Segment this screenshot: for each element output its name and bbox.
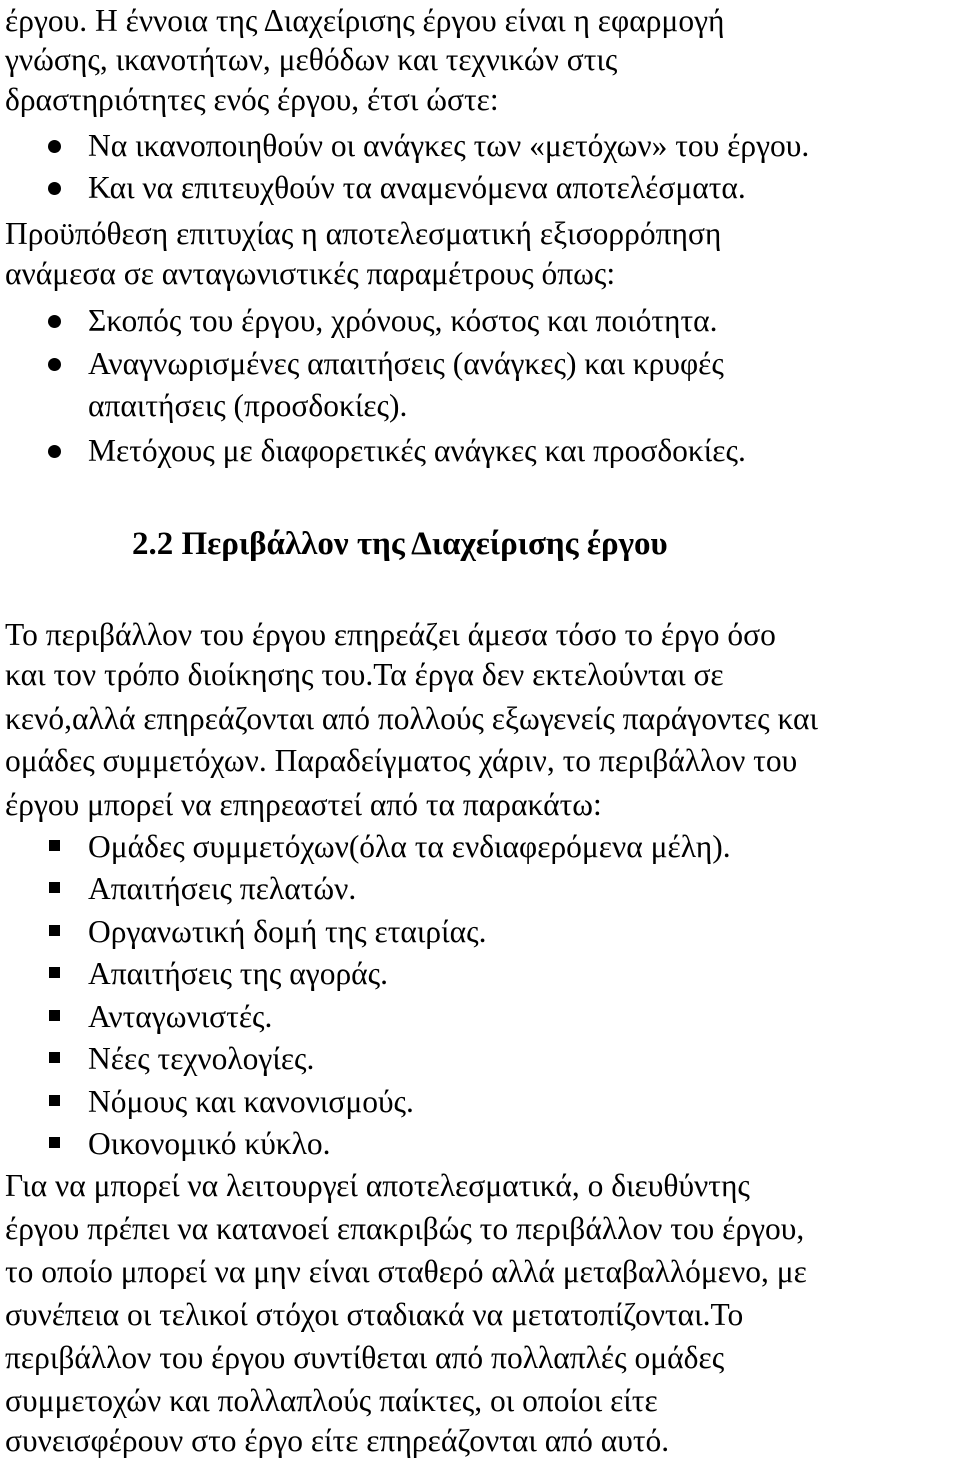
text-line: Προϋπόθεση επιτυχίας η αποτελεσματική εξισορρόπηση bbox=[5, 216, 722, 251]
list-item: Αναγνωρισμένες απαιτήσεις (ανάγκες) και κρυφές bbox=[88, 346, 724, 381]
text-line: και τον τρόπο διοίκησης του.Τα έργα δεν εκτελούνται σε bbox=[5, 657, 724, 692]
list-item: Και να επιτευχθούν τα αναμενόμενα αποτελέσματα. bbox=[88, 170, 746, 205]
text-line: ομάδες συμμετόχων. Παραδείγματος χάριν, το περιβάλλον του bbox=[5, 743, 798, 778]
list-item: Ομάδες συμμετόχων(όλα τα ενδιαφερόμενα μέλη). bbox=[88, 829, 731, 864]
text-line: συμμετοχών και πολλαπλούς παίκτες, οι οποίοι είτε bbox=[5, 1383, 658, 1418]
text-line: δραστηριότητες ενός έργου, έτσι ώστε: bbox=[5, 82, 499, 117]
bullet-icon bbox=[48, 182, 61, 195]
square-bullet-icon bbox=[49, 1137, 60, 1148]
text-line: κενό,αλλά επηρεάζονται από πολλούς εξωγενείς παράγοντες και bbox=[5, 701, 819, 736]
list-item: Ανταγωνιστές. bbox=[88, 999, 273, 1034]
list-item: Απαιτήσεις πελατών. bbox=[88, 871, 357, 906]
text-line: ανάμεσα σε ανταγωνιστικές παραμέτρους όπως: bbox=[5, 256, 616, 291]
square-bullet-icon bbox=[49, 1095, 60, 1106]
square-bullet-icon bbox=[49, 882, 60, 893]
list-item: Να ικανοποιηθούν οι ανάγκες των «μετόχων» του έργου. bbox=[88, 128, 810, 163]
text-line: Το περιβάλλον του έργου επηρεάζει άμεσα τόσο το έργο όσο bbox=[5, 617, 776, 652]
text-line: έργου πρέπει να κατανοεί επακριβώς το περιβάλλον του έργου, bbox=[5, 1211, 805, 1246]
list-item: Μετόχους με διαφορετικές ανάγκες και προσδοκίες. bbox=[88, 433, 746, 468]
bullet-icon bbox=[48, 140, 61, 153]
text-line: έργου. Η έννοια της Διαχείρισης έργου είναι η εφαρμογή bbox=[5, 3, 725, 38]
text-line: έργου μπορεί να επηρεαστεί από τα παρακάτω: bbox=[5, 787, 602, 822]
section-heading: 2.2 Περιβάλλον της Διαχείρισης έργου bbox=[132, 526, 668, 562]
list-item-continuation: απαιτήσεις (προσδοκίες). bbox=[88, 388, 408, 423]
square-bullet-icon bbox=[49, 840, 60, 851]
text-line: περιβάλλον του έργου συντίθεται από πολλαπλές ομάδες bbox=[5, 1340, 725, 1375]
list-item: Απαιτήσεις της αγοράς. bbox=[88, 956, 389, 991]
square-bullet-icon bbox=[49, 1010, 60, 1021]
list-item: Νόμους και κανονισμούς. bbox=[88, 1084, 414, 1119]
list-item: Οργανωτική δομή της εταιρίας. bbox=[88, 914, 487, 949]
bullet-icon bbox=[48, 358, 61, 371]
text-line: γνώσης, ικανοτήτων, μεθόδων και τεχνικών στις bbox=[5, 42, 618, 77]
square-bullet-icon bbox=[49, 1052, 60, 1063]
list-item: Νέες τεχνολογίες. bbox=[88, 1041, 315, 1076]
list-item: Σκοπός του έργου, χρόνους, κόστος και ποιότητα. bbox=[88, 303, 718, 338]
square-bullet-icon bbox=[49, 925, 60, 936]
text-line: συνεισφέρουν στο έργο είτε επηρεάζονται από αυτό. bbox=[5, 1423, 670, 1458]
text-line: συνέπεια οι τελικοί στόχοι σταδιακά να μετατοπίζονται.Το bbox=[5, 1297, 744, 1332]
bullet-icon bbox=[48, 315, 61, 328]
text-line: το οποίο μπορεί να μην είναι σταθερό αλλά μεταβαλλόμενο, με bbox=[5, 1254, 807, 1289]
text-line: Για να μπορεί να λειτουργεί αποτελεσματικά, ο διευθύντης bbox=[5, 1168, 750, 1203]
bullet-icon bbox=[48, 445, 61, 458]
square-bullet-icon bbox=[49, 967, 60, 978]
list-item: Οικονομικό κύκλο. bbox=[88, 1126, 331, 1161]
